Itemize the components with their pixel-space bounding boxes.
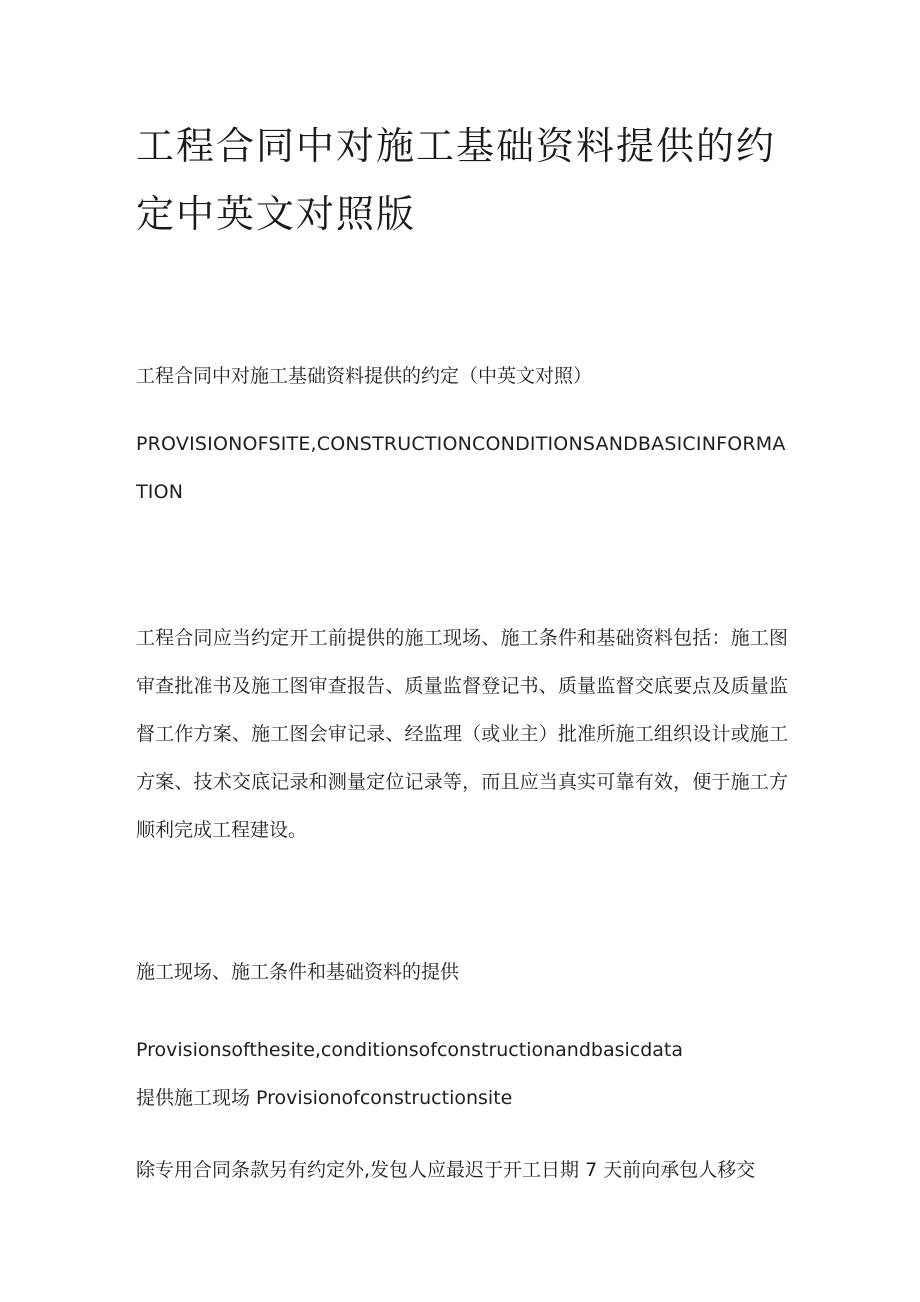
subsection-heading: 提供施工现场 Provisionofconstructionsite	[136, 1087, 513, 1109]
document-title: 工程合同中对施工基础资料提供的约定中英文对照版	[136, 124, 777, 236]
paragraph-contract-provisions: 工程合同应当约定开工前提供的施工现场、施工条件和基础资料包括：施工图审查批准书及施工图审查报告、质量监督登记书、质量监督交底要点及质量监督工作方案、施工图会审记录、经监理（或业主）批准所施工组织设计或施工方案、技术交底记录和测量定位记录等，而且应当真实可靠有效，便于施工方顺利完成工程建设。	[136, 627, 788, 841]
heading-english: PROVISIONOFSITE,CONSTRUCTIONCONDITIONSANDBASICINFORMATION	[136, 433, 786, 503]
subtitle-chinese: 工程合同中对施工基础资料提供的约定（中英文对照）	[136, 365, 593, 387]
section-heading-english: Provisionsofthesite,conditionsofconstructionandbasicdata	[136, 1039, 684, 1061]
section-heading-chinese: 施工现场、施工条件和基础资料的提供	[136, 961, 460, 983]
paragraph-site-handover: 除专用合同条款另有约定外,发包人应最迟于开工日期 7 天前向承包人移交	[136, 1159, 756, 1181]
